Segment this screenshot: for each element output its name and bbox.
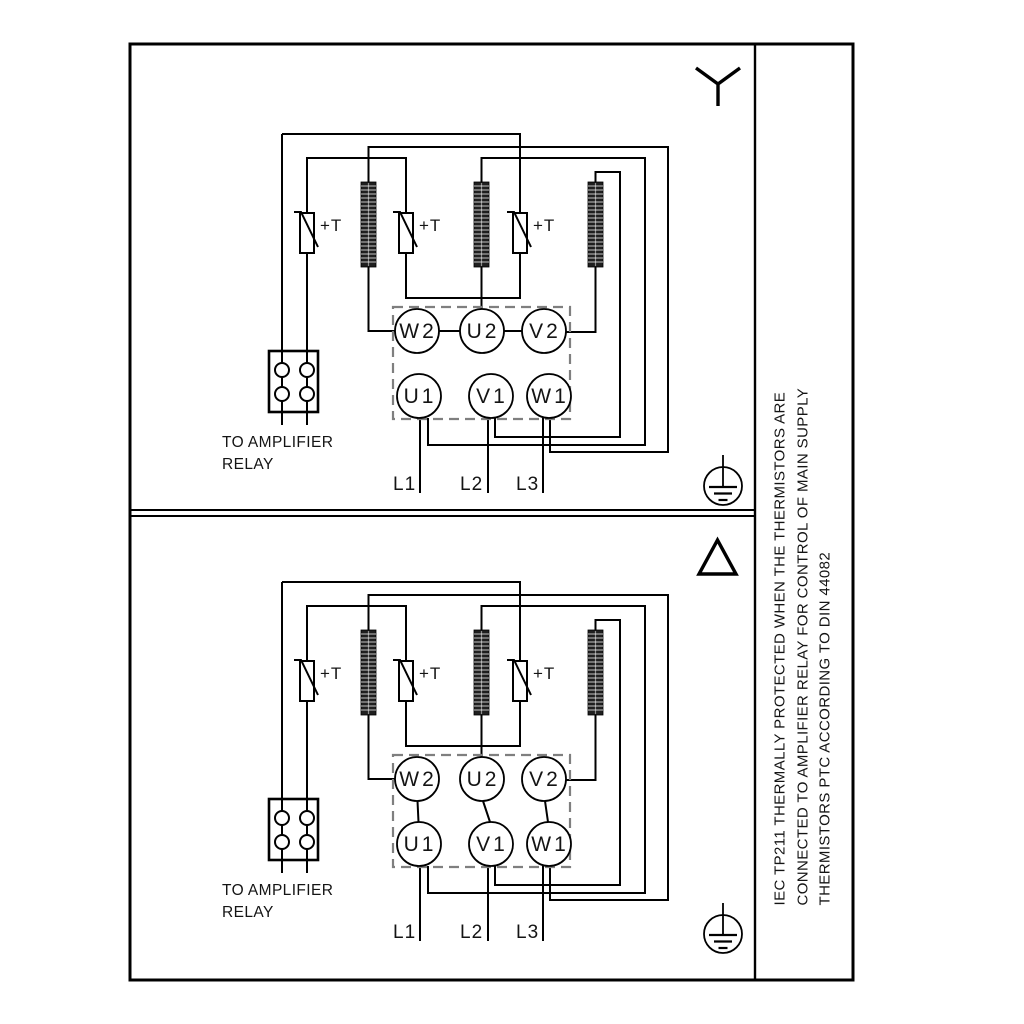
- supply-label-l2: L2: [460, 922, 484, 943]
- side-note-line1: IEC TP211 THERMALLY PROTECTED WHEN THE THERMISTORS ARE: [771, 391, 789, 906]
- thermistor-symbol-3: [507, 660, 531, 701]
- terminal-w2: [395, 309, 439, 353]
- terminal-w1: [527, 374, 571, 418]
- side-note-line2: CONNECTED TO AMPLIFIER RELAY FOR CONTROL OF MAIN SUPPLY: [794, 387, 811, 906]
- relay-note-line1: TO AMPLIFIER: [222, 882, 334, 899]
- terminal-label: V1: [476, 833, 508, 856]
- terminal-v1: [469, 822, 513, 866]
- thermistor-label: +T: [320, 216, 343, 235]
- motor-winding-2: [474, 182, 489, 267]
- amplifier-relay: [269, 351, 318, 412]
- thermistor-label: +T: [320, 664, 343, 683]
- thermistor-symbol-1: [294, 660, 318, 701]
- relay-note-line2: RELAY: [222, 904, 274, 921]
- motor-winding-1: [361, 630, 376, 715]
- thermistor-label: +T: [533, 216, 556, 235]
- terminal-label: U2: [466, 320, 500, 343]
- terminal-label: U1: [403, 385, 437, 408]
- terminal-label: V1: [476, 385, 508, 408]
- thermistor-label: +T: [419, 216, 442, 235]
- thermistor-label: +T: [533, 664, 556, 683]
- thermistor-symbol-2: [393, 212, 417, 253]
- ground-symbol: [704, 903, 742, 953]
- terminal-label: W1: [531, 833, 569, 856]
- terminal-label: V2: [529, 320, 561, 343]
- terminal-label: U2: [466, 768, 500, 791]
- motor-winding-1: [361, 182, 376, 267]
- supply-label-l3: L3: [516, 474, 540, 495]
- supply-label-l2: L2: [460, 474, 484, 495]
- delta-panel: [222, 540, 742, 953]
- delta-connection-icon: [699, 540, 736, 574]
- terminal-u2: [460, 757, 504, 801]
- terminal-w1: [527, 822, 571, 866]
- terminal-label: W1: [531, 385, 569, 408]
- terminal-w2: [395, 757, 439, 801]
- motor-winding-3: [588, 182, 603, 267]
- supply-label-l1: L1: [393, 922, 417, 943]
- supply-label-l1: L1: [393, 474, 417, 495]
- star-panel: [222, 68, 742, 505]
- side-note: [770, 361, 838, 906]
- thermistor-symbol-1: [294, 212, 318, 253]
- side-note-line3: THERMISTORS PTC ACCORDING TO DIN 44082: [816, 551, 834, 906]
- terminal-v1: [469, 374, 513, 418]
- motor-winding-2: [474, 630, 489, 715]
- terminal-label: V2: [529, 768, 561, 791]
- ground-symbol: [704, 455, 742, 505]
- terminal-v2: [522, 309, 566, 353]
- terminal-label: W2: [399, 320, 437, 343]
- terminal-u2: [460, 309, 504, 353]
- thermistor-label: +T: [419, 664, 442, 683]
- amplifier-relay: [269, 799, 318, 860]
- supply-label-l3: L3: [516, 922, 540, 943]
- terminal-u1: [397, 374, 441, 418]
- terminal-u1: [397, 822, 441, 866]
- relay-note-line1: TO AMPLIFIER: [222, 434, 334, 451]
- terminal-label: U1: [403, 833, 437, 856]
- motor-winding-3: [588, 630, 603, 715]
- terminal-label: W2: [399, 768, 437, 791]
- thermistor-symbol-2: [393, 660, 417, 701]
- thermistor-symbol-3: [507, 212, 531, 253]
- star-connection-icon: [696, 68, 740, 106]
- relay-note-line2: RELAY: [222, 456, 274, 473]
- terminal-v2: [522, 757, 566, 801]
